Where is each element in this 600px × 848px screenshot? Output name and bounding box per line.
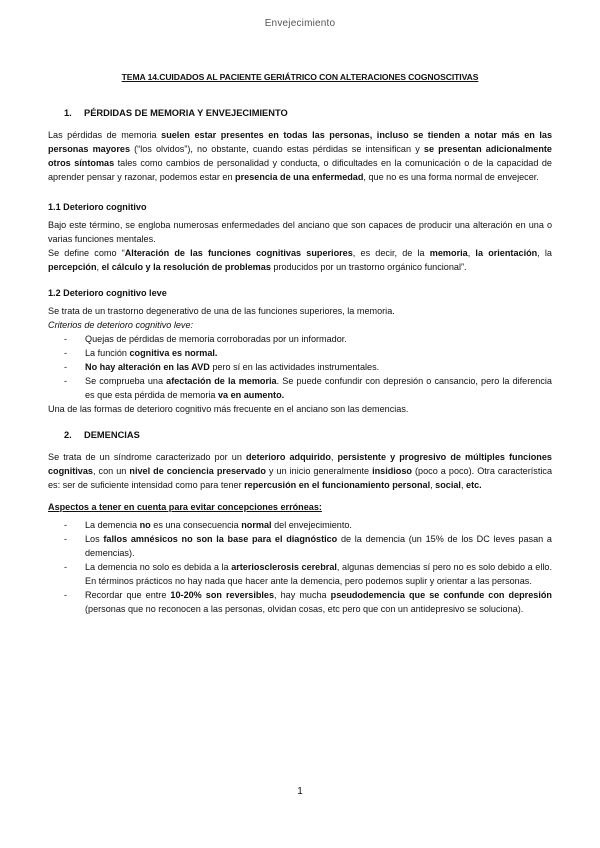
section-2-heading (64, 428, 552, 442)
text-span: , algunas demencias sí pero no es solo debido a ello. En términos prácticos no hay nada que hacer ante la demencia, pero podemos suplir y orientar a las personas. (85, 562, 552, 586)
section-2-paragraph (48, 450, 552, 492)
subsection-1-1-heading: 1.1 Deterioro cognitivo (48, 202, 147, 212)
section-2-number: 2. (64, 430, 72, 440)
text-span: , (430, 480, 436, 490)
bold-span: deterioro adquirido (245, 452, 331, 462)
bold-span: la orientación (475, 248, 538, 258)
page-number: 1 (297, 786, 303, 797)
page-content (48, 70, 552, 616)
section-1-number: 1. (64, 108, 72, 118)
text-span: (personas que no reconocen a las personas, olvidan cosas, etc pero que con un antidepresivo se soluciona). (85, 604, 524, 614)
text-span: , (467, 248, 476, 258)
text-span: tales como cambios de personalidad y conducta, o dificultades en la comunicación o de la capacidad de aprender pensar y razonar, podemos estar en (48, 158, 552, 182)
list-item (48, 560, 552, 588)
text-span: , (96, 262, 102, 272)
text-span: del envejecimiento. (271, 520, 352, 530)
text-span: Recordar que entre (85, 590, 171, 600)
list-item (48, 532, 552, 560)
bold-span: va en aumento. (217, 390, 285, 400)
text-span: es una consecuencia (150, 520, 242, 530)
bold-span: social (435, 480, 461, 490)
text-span: Se comprueba una (85, 376, 167, 386)
list-item: - Quejas de pérdidas de memoria corroboradas por un informador. (48, 332, 552, 346)
section-1-title: PÉRDIDAS DE MEMORIA Y ENVEJECIMIENTO (84, 108, 288, 118)
bold-span: percepción (48, 262, 97, 272)
bold-span: normal (241, 520, 272, 530)
bold-span: etc. (466, 480, 482, 490)
bold-span: el cálculo y la resolución de problemas (101, 262, 271, 272)
list-item (48, 588, 552, 616)
text-span: Las pérdidas de memoria (48, 130, 162, 140)
bold-span: fallos amnésicos no son la base para el diagnóstico (103, 534, 338, 544)
list-item (48, 360, 552, 374)
criteria-label: Criterios de deterioro cognitivo leve: (48, 320, 194, 330)
section-1-paragraph (48, 128, 552, 184)
bold-span: arteriosclerosis cerebral (231, 562, 337, 572)
text-span: , (330, 452, 338, 462)
bold-span: se presentan adicionalmente otros síntomas (48, 144, 552, 168)
criteria-list (48, 332, 552, 402)
bold-span: nivel de conciencia preservado (129, 466, 266, 476)
text-span: Se trata de un síndrome caracterizado por un (48, 452, 246, 462)
text-span: , (460, 480, 467, 490)
bold-span: repercusión en el funcionamiento personal (244, 480, 431, 490)
subsection-1-2-paragraph-1: Se trata de un trastorno degenerativo de una de las funciones superiores, la memoria. (48, 306, 395, 316)
section-2-title: DEMENCIAS (84, 430, 140, 440)
section-1-heading (64, 106, 552, 120)
text-span: , es decir, de la (352, 248, 430, 258)
text-span: y un inicio generalmente (265, 466, 373, 476)
running-header: Envejecimiento (264, 18, 336, 29)
bold-span: suelen estar presentes en todas las personas, incluso se tienden a notar más en las personas mayores (48, 130, 552, 154)
subsection-1-2-paragraph-2: Una de las formas de deterioro cognitivo más frecuente en el anciano son las demencias. (48, 404, 409, 414)
text-span: La demencia (85, 520, 140, 530)
text-span: (“los olvidos”), no obstante, cuando estas pérdidas se intensifican y (130, 144, 424, 154)
bold-span: memoria (429, 248, 468, 258)
text-span: La función (85, 348, 130, 358)
text-span: , la (537, 248, 552, 258)
bold-span: afectación de la memoria (166, 376, 277, 386)
list-item (48, 374, 552, 402)
bold-span: presencia de una enfermedad (235, 172, 364, 182)
aspects-heading: Aspectos a tener en cuenta para evitar concepciones erróneas: (48, 502, 322, 512)
text-span: , hay mucha (274, 590, 331, 600)
bold-span: No hay alteración en las AVD (85, 362, 210, 372)
text-span: de la demencia (un 15% de los DC leves pasan a demencias). (85, 534, 552, 558)
subsection-1-2-heading: 1.2 Deterioro cognitivo leve (48, 288, 167, 298)
text-span: La demencia no solo es debida a la (85, 562, 232, 572)
bold-span: pseudodemencia que se confunde con depresión (330, 590, 552, 600)
text-span: , con un (92, 466, 130, 476)
text-span: Se define como “ (48, 248, 125, 258)
bold-span: Alteración de las funciones cognitivas superiores (124, 248, 353, 258)
text-span: , que no es una forma normal de envejecer. (363, 172, 539, 182)
bold-span: no (139, 520, 151, 530)
bold-span: cognitiva es normal. (129, 348, 218, 358)
bold-span: 10-20% son reversibles (170, 590, 275, 600)
bold-span: insidioso (372, 466, 412, 476)
list-item (48, 518, 552, 532)
subsection-1-1-paragraph-2 (48, 246, 552, 274)
list-item (48, 346, 552, 360)
text-span: pero sí en las actividades instrumentales. (209, 362, 380, 372)
aspects-list (48, 518, 552, 616)
document-title: TEMA 14.CUIDADOS AL PACIENTE GERIÁTRICO CON ALTERACIONES COGNOSCITIVAS (121, 72, 479, 82)
text-span: Los (85, 534, 104, 544)
bold-span: persistente y progresivo de múltiples funciones cognitivas (48, 452, 552, 476)
text-span: . Se puede confundir con depresión o cansancio, pero la diferencia es que esta pérdida de memoria (85, 376, 552, 400)
text-span: (poco a poco). Otra característica es: ser de suficiente intensidad como para tener (48, 466, 552, 490)
subsection-1-1-paragraph-1: Bajo este término, se engloba numerosas enfermedades del anciano que son capaces de producir una alteración en una o varias funciones mentales. (48, 220, 552, 244)
text-span: producidos por un trastorno orgánico funcional”. (270, 262, 467, 272)
